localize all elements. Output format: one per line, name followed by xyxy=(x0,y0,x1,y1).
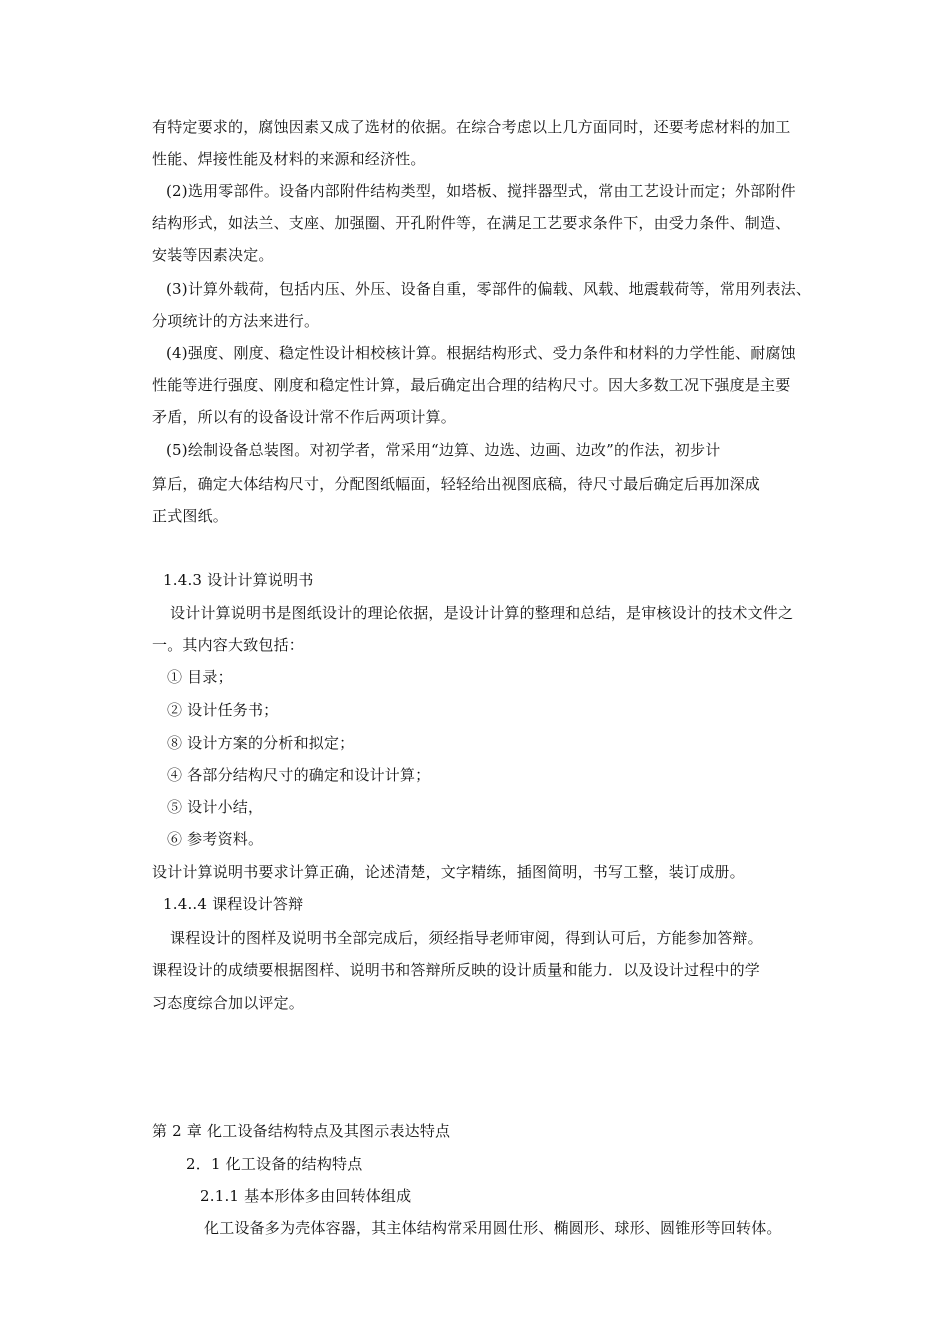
paragraph-line: 矛盾，所以有的设备设计常不作后两项计算。 xyxy=(152,408,457,426)
paragraph-line: 设计计算说明书是图纸设计的理论依据，是设计计算的整理和总结，是审核设计的技术文件之 xyxy=(170,604,794,622)
list-item: ⑥ 参考资料。 xyxy=(167,830,264,848)
paragraph-line: (5)绘制设备总装图。对初学者，常采用“边算、边选、边画、边改”的作法，初步计 xyxy=(166,441,721,459)
paragraph-line: 分项统计的方法来进行。 xyxy=(152,312,320,330)
section-heading-2-1: 2．1 化工设备的结构特点 xyxy=(186,1155,363,1173)
section-heading-1-4-3: 1.4.3 设计计算说明书 xyxy=(163,571,314,589)
list-item: ⑧ 设计方案的分析和拟定； xyxy=(167,734,355,752)
list-item: ② 设计任务书； xyxy=(167,701,279,719)
paragraph-line: 化工设备多为壳体容器，其主体结构常采用圆仕形、椭圆形、球形、圆锥形等回转体。 xyxy=(204,1219,782,1237)
paragraph-line: 一。其内容大致包括： xyxy=(152,636,305,654)
paragraph-line: (2)选用零部件。设备内部附件结构类型，如塔板、搅拌器型式，常由工艺设计而定；外部附件 xyxy=(166,182,796,200)
paragraph-line: 课程设计的成绩要根据图样、说明书和答辩所反映的设计质量和能力．以及设计过程中的学 xyxy=(152,961,761,979)
section-heading-2-1-1: 2.1.1 基本形体多由回转体组成 xyxy=(200,1187,412,1205)
paragraph-line: 课程设计的图样及说明书全部完成后，须经指导老师审阅，得到认可后，方能参加答辩。 xyxy=(170,929,763,947)
paragraph-line: 正式图纸。 xyxy=(152,507,229,525)
paragraph-line: 设计计算说明书要求计算正确，论述清楚，文字精练，插图简明，书写工整，装订成册。 xyxy=(152,863,745,881)
list-item: ⑤ 设计小结， xyxy=(167,798,264,816)
paragraph-line: 性能、焊接性能及材料的来源和经济性。 xyxy=(152,150,426,168)
paragraph-line: (3)计算外载荷，包括内压、外压、设备自重，零部件的偏载、风载、地震载荷等，常用列表法、 xyxy=(166,280,812,298)
paragraph-line: 性能等进行强度、刚度和稳定性计算，最后确定出合理的结构尺寸。因大多数工况下强度是主要 xyxy=(152,376,791,394)
paragraph-line: 结构形式，如法兰、支座、加强圈、开孔附件等，在满足工艺要求条件下，由受力条件、制造、 xyxy=(152,214,791,232)
paragraph-line: 有特定要求的，腐蚀因素又成了选材的依据。在综合考虑以上几方面同时，还要考虑材料的加工 xyxy=(152,118,791,136)
paragraph-line: 习态度综合加以评定。 xyxy=(152,994,305,1012)
list-item: ① 目录； xyxy=(167,668,233,686)
list-item: ④ 各部分结构尺寸的确定和设计计算； xyxy=(167,766,431,784)
paragraph-line: (4)强度、刚度、稳定性设计相校核计算。根据结构形式、受力条件和材料的力学性能、耐腐蚀 xyxy=(166,344,796,362)
chapter-heading: 第 2 章 化工设备结构特点及其图示表达特点 xyxy=(152,1122,451,1140)
section-heading-1-4-4: 1.4..4 课程设计答辩 xyxy=(163,895,304,913)
paragraph-line: 算后，确定大体结构尺寸，分配图纸幅面，轻轻给出视图底稿，待尺寸最后确定后再加深成 xyxy=(152,475,761,493)
paragraph-line: 安装等因素决定。 xyxy=(152,246,274,264)
